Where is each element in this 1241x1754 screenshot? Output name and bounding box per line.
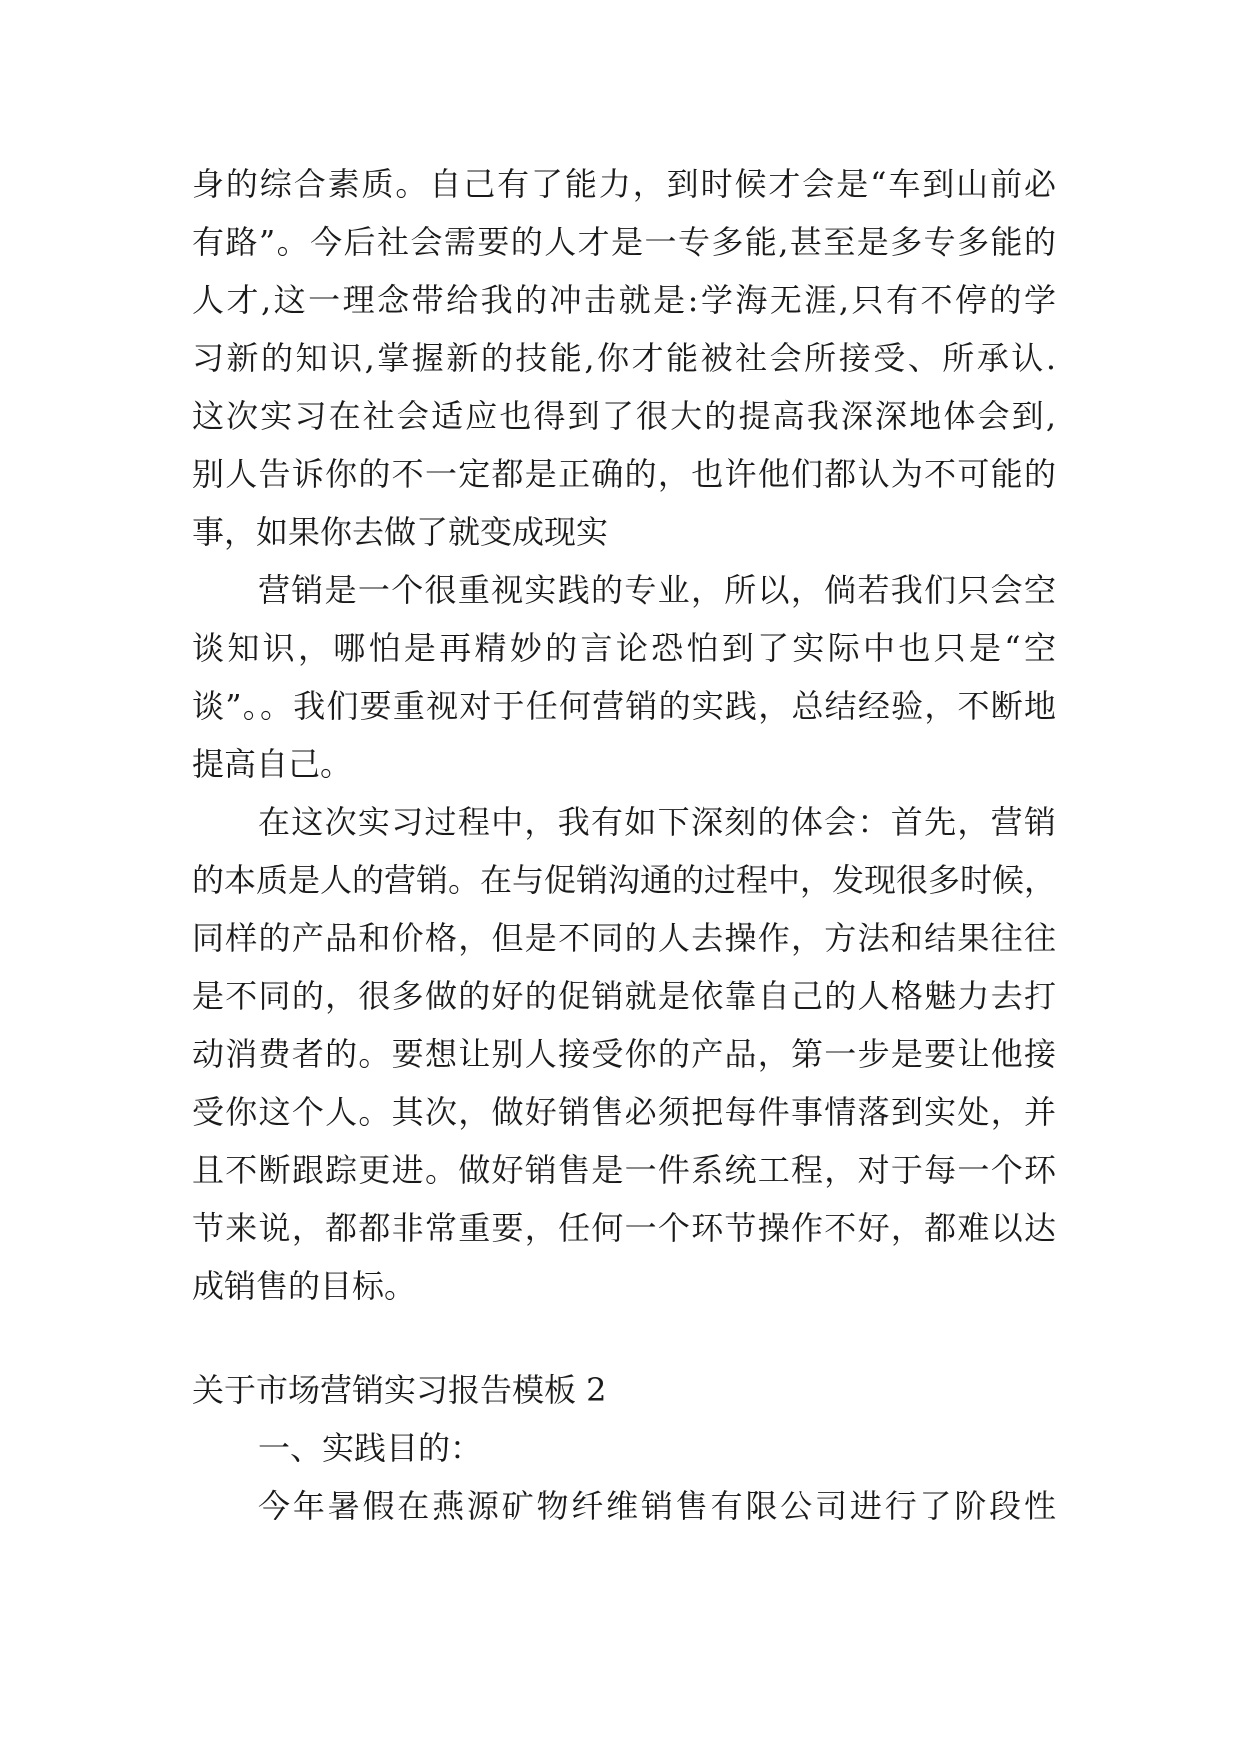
text-line: 身的综合素质。自己有了能力，到时候才会是“车到山前必 bbox=[192, 165, 1056, 203]
paragraph-2 bbox=[192, 561, 1056, 793]
text-line: 人才,这一理念带给我的冲击就是:学海无涯,只有不停的学 bbox=[192, 281, 1056, 319]
text-line: 事，如果你去做了就变成现实 bbox=[192, 513, 609, 551]
text-line: 且不断跟踪更进。做好销售是一件系统工程，对于每一个环 bbox=[192, 1151, 1056, 1189]
spacer bbox=[192, 1315, 1056, 1361]
text-line: 同样的产品和价格，但是不同的人去操作，方法和结果往往 bbox=[192, 919, 1056, 957]
text-line: 有路”。今后社会需要的人才是一专多能,甚至是多专多能的 bbox=[192, 223, 1056, 261]
text-line: 习新的知识,掌握新的技能,你才能被社会所接受、所承认. bbox=[192, 339, 1056, 377]
paragraph-3 bbox=[192, 793, 1056, 1315]
text-line: 别人告诉你的不一定都是正确的，也许他们都认为不可能的 bbox=[192, 455, 1056, 493]
text-line: 成销售的目标。 bbox=[192, 1267, 417, 1305]
text-line: 这次实习在社会适应也得到了很大的提高我深深地体会到, bbox=[192, 397, 1056, 435]
text-line: 今年暑假在燕源矿物纤维销售有限公司进行了阶段性 bbox=[258, 1487, 1056, 1525]
subheading: 一、实践目的： bbox=[258, 1429, 483, 1467]
text-line: 营销是一个很重视实践的专业，所以，倘若我们只会空 bbox=[258, 571, 1056, 609]
section-heading: 关于市场营销实习报告模板 2 bbox=[192, 1371, 607, 1409]
document-body bbox=[192, 155, 1056, 1535]
text-line: 提高自己。 bbox=[192, 745, 353, 783]
text-line: 是不同的，很多做的好的促销就是依靠自己的人格魅力去打 bbox=[192, 977, 1056, 1015]
text-line: 受你这个人。其次，做好销售必须把每件事情落到实处，并 bbox=[192, 1093, 1056, 1131]
text-line: 谈知识，哪怕是再精妙的言论恐怕到了实际中也只是“空 bbox=[192, 629, 1056, 667]
text-line: 谈”。。我们要重视对于任何营销的实践，总结经验，不断地 bbox=[192, 687, 1056, 725]
text-line: 的本质是人的营销。在与促销沟通的过程中，发现很多时候， bbox=[192, 861, 1057, 899]
paragraph-1 bbox=[192, 155, 1056, 561]
text-line: 节来说，都都非常重要，任何一个环节操作不好，都难以达 bbox=[192, 1209, 1056, 1247]
text-line: 在这次实习过程中，我有如下深刻的体会：首先，营销 bbox=[258, 803, 1056, 841]
text-line: 动消费者的。要想让别人接受你的产品，第一步是要让他接 bbox=[192, 1035, 1056, 1073]
